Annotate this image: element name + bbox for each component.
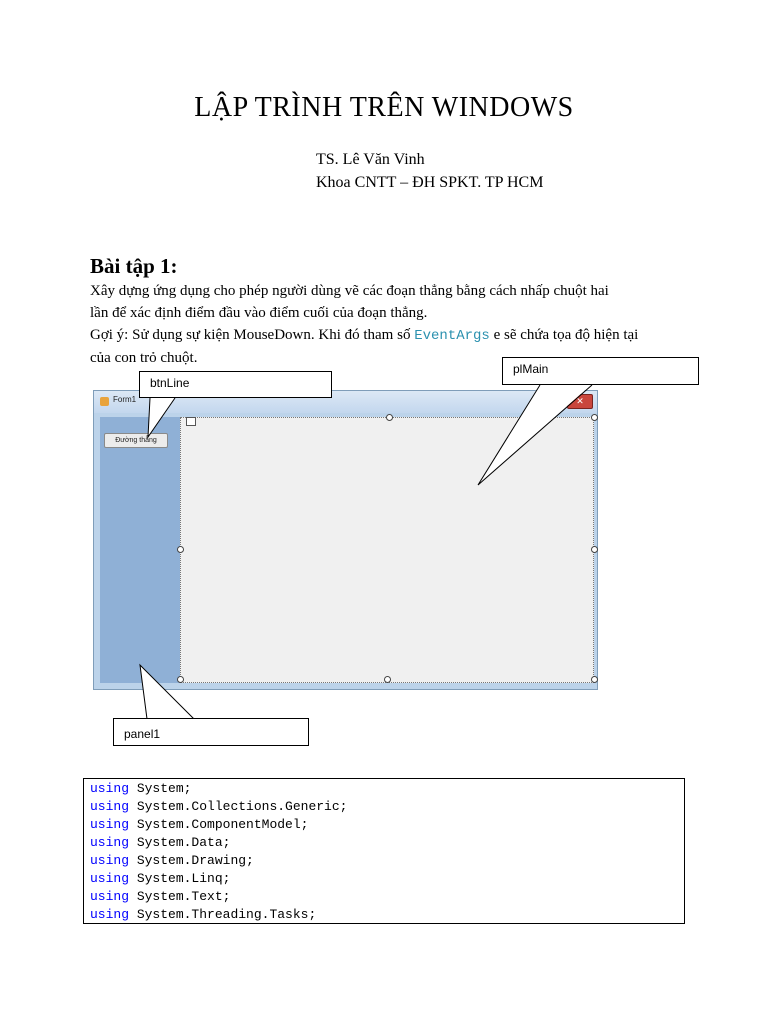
hint-line-2: của con trỏ chuột. [90, 350, 198, 366]
code-line [90, 816, 678, 834]
code-keyword: using [90, 907, 130, 922]
code-keyword: using [90, 781, 130, 796]
exercise-heading: Bài tập 1: [90, 254, 178, 278]
code-keyword: using [90, 871, 130, 886]
hint-code: EventArgs [414, 328, 490, 344]
author-affiliation: Khoa CNTT – ĐH SPKT. TP HCM [316, 174, 544, 191]
code-keyword: using [90, 799, 130, 814]
code-line [90, 888, 678, 906]
page-title: LẬP TRÌNH TRÊN WINDOWS [194, 92, 574, 123]
code-keyword: using [90, 835, 130, 850]
hint-prefix: Gợi ý: Sử dụng sự kiện MouseDown. Khi đó tham số [90, 327, 415, 343]
code-keyword: using [90, 889, 130, 904]
code-line [90, 852, 678, 870]
code-text: System.Data; [136, 835, 231, 850]
code-line [90, 906, 678, 924]
code-text: System.Text; [136, 889, 231, 904]
draw-line-button[interactable]: Đường thẳng [104, 433, 168, 448]
paragraph-line-2: lần để xác định điểm đầu vào điểm cuối của đoạn thẳng. [90, 305, 428, 321]
code-text: System.ComponentModel; [136, 817, 309, 832]
code-block [83, 778, 685, 924]
form-title: Form1 [113, 395, 137, 404]
code-keyword: using [90, 853, 130, 868]
callout-btnline: btnLine [139, 371, 332, 398]
code-text: System.Drawing; [136, 853, 254, 868]
hint-suffix: e sẽ chứa tọa độ hiện tại [489, 327, 639, 343]
code-text: System.Linq; [136, 871, 231, 886]
paragraph-line-1: Xây dựng ứng dụng cho phép người dùng vẽ các đoạn thẳng bằng cách nhấp chuột hai [90, 283, 609, 299]
callout-panel1: panel1 [113, 718, 309, 746]
code-text: System; [136, 781, 192, 796]
code-line [90, 780, 678, 798]
close-icon[interactable]: ✕ [567, 394, 593, 409]
code-keyword: using [90, 817, 130, 832]
author-name: TS. Lê Văn Vinh [316, 151, 425, 168]
callout-plmain: plMain [502, 357, 699, 385]
code-line [90, 798, 678, 816]
code-text: System.Threading.Tasks; [136, 907, 317, 922]
code-text: System.Collections.Generic; [136, 799, 348, 814]
code-line [90, 870, 678, 888]
code-line [90, 834, 678, 852]
